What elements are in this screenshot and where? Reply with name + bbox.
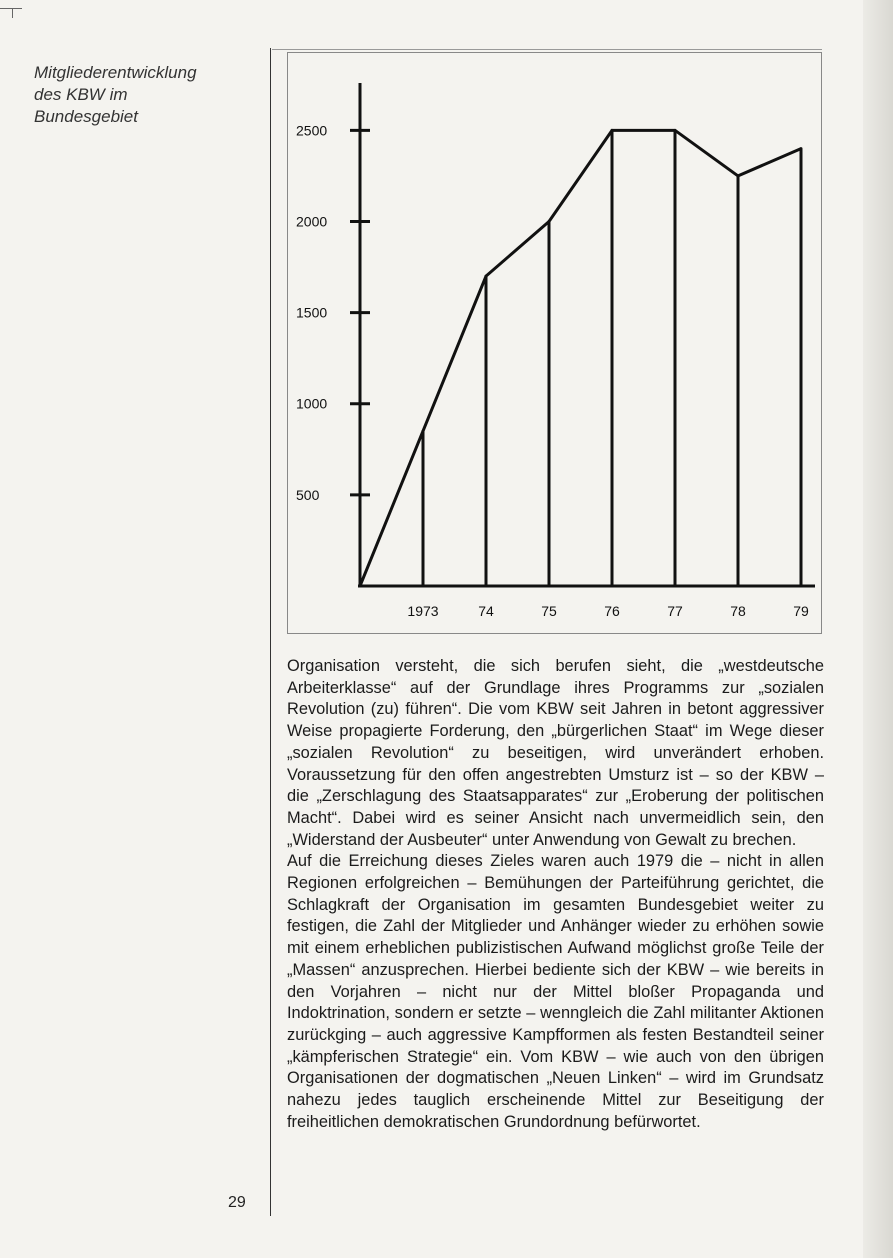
crop-mark bbox=[0, 8, 22, 9]
x-tick-label: 79 bbox=[793, 603, 809, 619]
data-point bbox=[422, 430, 425, 433]
chart-frame bbox=[287, 52, 822, 634]
data-point bbox=[485, 275, 488, 278]
x-tick-label: 78 bbox=[730, 603, 746, 619]
series-line bbox=[360, 130, 801, 586]
x-tick-label: 1973 bbox=[407, 603, 439, 619]
y-tick-label: 1000 bbox=[296, 395, 328, 412]
page-edge-shadow bbox=[863, 0, 893, 1258]
y-tick-label: 1500 bbox=[296, 304, 328, 321]
data-point bbox=[674, 129, 677, 132]
margin-rule bbox=[270, 48, 271, 1216]
y-tick-label: 2000 bbox=[296, 213, 328, 230]
data-point bbox=[611, 129, 614, 132]
page-number: 29 bbox=[228, 1194, 246, 1211]
x-tick-label: 76 bbox=[604, 603, 620, 619]
body-paragraph: Auf die Erreichung dieses Zieles waren auch 1979 die – nicht in allen Regionen erfolgreichen – Bemühungen der Parteiführung gerichtet, die Schlagkraft der Organisation im gesamten Bundesgebiet weiter zu festigen, die Zahl der Mitglieder und Anhänger wieder zu erhöhen sowie mit einem erheblichen publizistischen Aufwand möglichst große Teile der „Massen“ anzusprechen. Hierbei bediente sich der KBW – wie bereits in den Vorjahren – nicht nur der Mittel bloßer Propaganda und Indoktrination, sondern er setzte – wenngleich die Zahl militanter Aktionen zurückging – auch aggressive Kampfformen als festen Bestandteil seiner „kämpferischen Strategie“ ein. Vom KBW – wie auch von den übrigen Organisationen der dogmatischen „Neuen Linken“ – wird im Grundsatz nahezu jedes tauglich erscheinende Mittel zur Beseitigung der freiheitlichen demokratischen Grundordnung befürwortet. bbox=[287, 852, 824, 1131]
x-tick-label: 75 bbox=[541, 603, 557, 619]
body-text bbox=[287, 656, 824, 1133]
data-point bbox=[800, 147, 803, 150]
membership-chart bbox=[288, 53, 821, 633]
figure-top-rule bbox=[272, 49, 822, 50]
figure-caption bbox=[34, 62, 254, 128]
x-tick-label: 77 bbox=[667, 603, 683, 619]
y-tick-label: 2500 bbox=[296, 122, 328, 139]
caption-line: des KBW im bbox=[34, 85, 128, 104]
caption-line: Mitgliederentwicklung bbox=[34, 63, 197, 82]
y-tick-label: 500 bbox=[296, 486, 320, 503]
data-point bbox=[359, 585, 362, 588]
crop-mark-vertical bbox=[12, 8, 13, 18]
body-paragraph: Organisation versteht, die sich berufen sieht, die „westdeutsche Arbeiterklasse“ auf der Grundlage ihres Programms zur „sozialen Revolution (zu) führen“. Die vom KBW seit Jahren in betont aggressiver Weise propagierte Forderung, den „bürgerlichen Staat“ im Wege dieser „sozialen Revolution“ zu beseitigen, wird unverändert erhoben. Voraussetzung für den offen angestrebten Umsturz ist – so der KBW – die „Zerschlagung des Staatsapparates“ zur „Eroberung der politischen Macht“. Dabei wird es seiner Ansicht nach unvermeidlich sein, den „Widerstand der Ausbeuter“ unter Anwendung von Gewalt zu brechen. bbox=[287, 657, 824, 849]
caption-line: Bundesgebiet bbox=[34, 107, 138, 126]
data-point bbox=[548, 220, 551, 223]
x-tick-label: 74 bbox=[478, 603, 494, 619]
data-point bbox=[737, 174, 740, 177]
